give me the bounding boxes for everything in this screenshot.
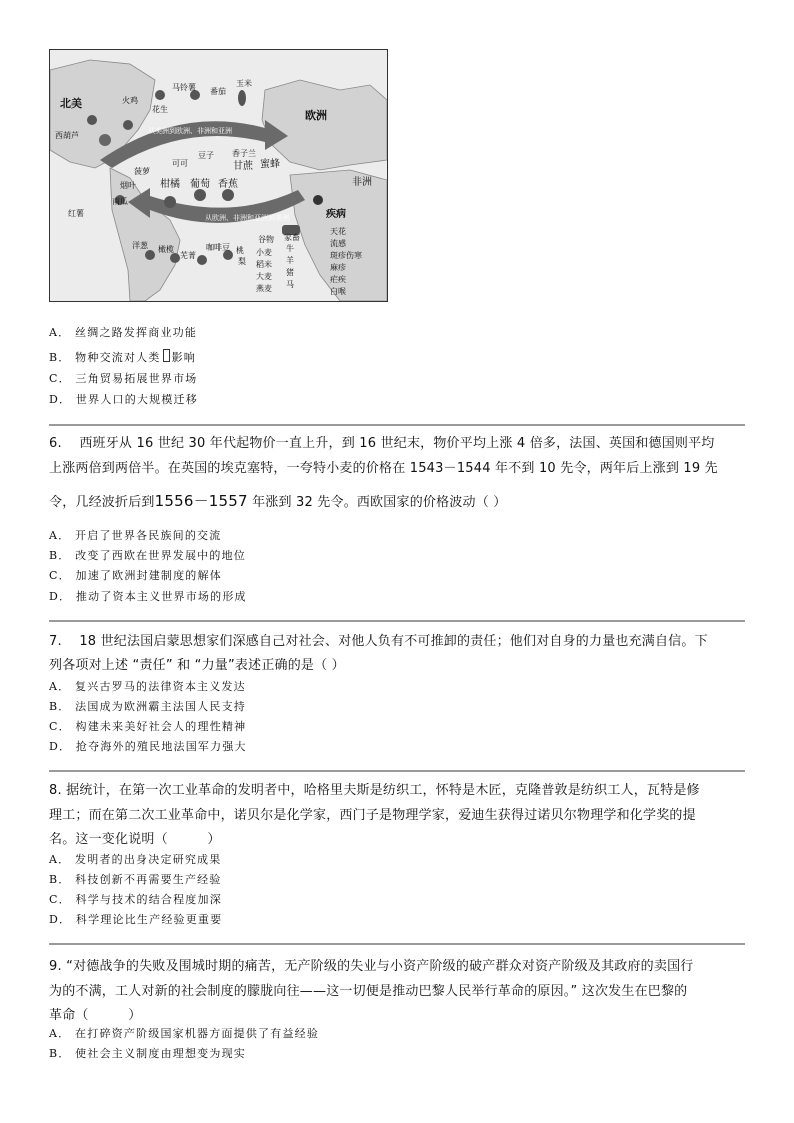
q7-option-b[interactable]: B． 法国成为欧洲霸主法国人民支持	[49, 700, 246, 713]
crop-label: 甘蔗	[233, 161, 253, 172]
q5-option-d[interactable]: D． 世界人口的大规模迁移	[49, 393, 198, 406]
question-divider	[49, 943, 745, 945]
crop-label: 西葫芦	[55, 131, 79, 140]
disease-label: 天花	[330, 227, 346, 236]
q6-line-3	[49, 490, 745, 514]
q9-option-a[interactable]: A． 在打碎资产阶级国家机器方面提供了有益经验	[49, 1027, 320, 1040]
livestock-label: 羊	[286, 256, 294, 265]
grain-label: 小麦	[256, 248, 272, 257]
crop-label: 蜜蜂	[260, 159, 280, 170]
q8-line-1: 8. 据统计，在第一次工业革命的发明者中，哈格里夫斯是纺织工，怀特是木匠，克隆普敦是纺织工人，瓦特是修	[49, 783, 700, 798]
q6-option-b[interactable]: B． 改变了西欧在世界发展中的地位	[49, 549, 246, 562]
q6-line-3-pre: 令，几经波折后到	[49, 495, 155, 510]
q8-line-3: 名。这一变化说明（ ）	[49, 832, 221, 847]
q7-option-a[interactable]: A． 复兴古罗马的法律资本主义发达	[49, 680, 246, 693]
q6-option-a[interactable]: A． 开启了世界各民族间的交流	[49, 529, 222, 542]
question-divider	[49, 770, 745, 772]
q5-option-b[interactable]	[49, 349, 196, 365]
crop-label: 菠萝	[134, 167, 150, 176]
q7-option-c[interactable]: C． 构建未来美好社会人的理性精神	[49, 720, 247, 733]
crop-label: 谷物	[258, 235, 274, 244]
q9-line-1: 9. “对德战争的失败及围城时期的痛苦，无产阶级的失业与小资产阶级的破产群众对资产阶级及其政府的卖国行	[49, 959, 694, 974]
q6-line-1: 6. 西班牙从 16 世纪 30 年代起物价一直上升，到 16 世纪末，物价平均上涨 4 倍多，法国、英国和德国则平均	[49, 436, 715, 451]
q5-option-b-tail: 影响	[171, 351, 196, 364]
crop-label: 可可	[172, 159, 188, 168]
skull-icon	[313, 195, 323, 205]
q5-option-c[interactable]: C． 三角贸易拓展世界市场	[49, 372, 198, 385]
crop-label: 火鸡	[122, 96, 138, 105]
crop-label: 梨	[238, 257, 246, 266]
q5-option-b-text: B． 物种交流对人类	[49, 351, 161, 364]
disease-label: 斑疹伤寒	[330, 251, 362, 260]
crop-label: 红薯	[68, 209, 84, 218]
q9-line-3: 革命（ ）	[49, 1008, 142, 1023]
livestock-label: 马	[286, 280, 294, 289]
q8-option-c[interactable]: C． 科学与技术的结合程度加深	[49, 893, 222, 906]
livestock-label: 牛	[286, 244, 294, 253]
arrow-top-label: 从美洲到欧洲、非洲和亚洲	[148, 127, 232, 135]
crop-label: 香蕉	[218, 179, 238, 190]
q8-option-b[interactable]: B． 科技创新不再需要生产经验	[49, 873, 222, 886]
q8-line-2: 理工；而在第二次工业革命中，诺贝尔是化学家，西门子是物理学家，爱迪生获得过诺贝尔物理学和化学奖的提	[49, 808, 696, 823]
disease-label: 疟疾	[330, 275, 346, 284]
grain-label: 稻米	[256, 260, 272, 269]
q8-option-d[interactable]: D． 科学理论比生产经验更重要	[49, 913, 223, 926]
question-divider	[49, 424, 745, 426]
region-north-america: 北美	[60, 97, 82, 110]
crop-label: 烟叶	[120, 181, 136, 190]
crop-label: 豆子	[198, 151, 214, 160]
q7-line-2: 列各项对上述 “责任” 和 “力量”表述正确的是（ ）	[49, 658, 345, 673]
crop-label: 南瓜	[112, 197, 128, 206]
q9-option-b[interactable]: B． 使社会主义制度由理想变为现实	[49, 1047, 246, 1060]
q6-option-d[interactable]: D． 推动了资本主义世界市场的形成	[49, 590, 247, 603]
q5-option-a[interactable]: A． 丝绸之路发挥商业功能	[49, 326, 198, 339]
crop-label: 花生	[152, 105, 168, 114]
crop-label: 桃	[236, 246, 244, 255]
q6-option-c[interactable]: C． 加速了欧洲封建制度的解体	[49, 569, 222, 582]
q7-line-1: 7. 18 世纪法国启蒙思想家们深感自己对社会、对他人负有不可推卸的责任；他们对自身的力量也充满自信。下	[49, 634, 708, 649]
crop-label: 玉米	[236, 79, 252, 88]
crop-label: 芜菁	[180, 251, 196, 260]
crop-label: 家畜	[284, 233, 300, 242]
q7-option-d[interactable]: D． 抢夺海外的殖民地法国军力强大	[49, 740, 247, 753]
missing-glyph-icon	[163, 349, 170, 362]
disease-label: 麻疹	[330, 263, 346, 272]
q6-year-range: 1556－1557	[154, 492, 248, 510]
livestock-label: 猪	[286, 268, 294, 277]
question-divider	[49, 620, 745, 622]
q8-option-a[interactable]: A． 发明者的出身决定研究成果	[49, 853, 222, 866]
region-europe: 欧洲	[305, 109, 327, 122]
disease-label: 流感	[330, 239, 346, 248]
region-africa: 非洲	[352, 177, 372, 188]
disease-title: 疾病	[326, 209, 346, 220]
crop-label: 香子兰	[232, 149, 256, 158]
q9-line-2: 为的不满，工人对新的社会制度的朦胧向往——这一切便是推动巴黎人民举行革命的原因。” 这次发生在巴黎的	[49, 984, 688, 999]
q6-line-3-post: 年涨到 32 先令。西欧国家的价格波动（ ）	[247, 495, 507, 510]
crop-label: 柑橘	[160, 179, 180, 190]
disease-label: 白喉	[330, 287, 346, 296]
crop-label: 咖啡豆	[206, 243, 230, 252]
q6-line-2: 上涨两倍到两倍半。在英国的埃克塞特，一夸特小麦的价格在 1543－1544 年不到 10 先令，两年后上涨到 19 先	[49, 461, 718, 476]
exchange-map	[49, 49, 388, 302]
grain-label: 燕麦	[256, 284, 272, 293]
crop-label: 葡萄	[190, 179, 210, 190]
crop-label: 番茄	[210, 87, 226, 96]
arrow-bottom-label: 从欧洲、非洲和亚洲到美洲	[205, 214, 289, 222]
crop-label: 橄榄	[158, 245, 174, 254]
crop-label: 马铃薯	[172, 83, 196, 92]
crop-label: 洋葱	[132, 241, 148, 250]
grain-label: 大麦	[256, 272, 272, 281]
